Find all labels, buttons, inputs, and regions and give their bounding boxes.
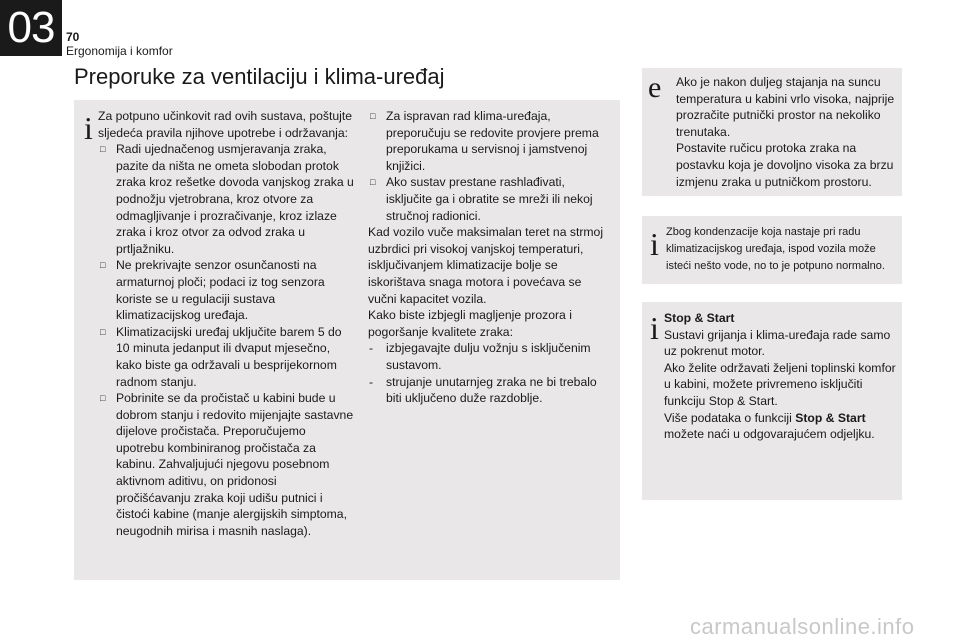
eco-tip-panel: [642, 68, 902, 196]
info-icon: i: [84, 110, 93, 146]
chapter-number-box: 03: [0, 0, 62, 56]
condensation-panel: [642, 216, 902, 284]
fogging-paragraph: Kako biste izbjegli magljenje prozora i pogoršanje kvalitete zraka:: [368, 308, 572, 339]
watermark: carmanualsonline.info: [690, 614, 915, 639]
stop-start-heading: Stop & Start: [664, 311, 735, 325]
eco-icon: e: [648, 71, 662, 104]
list-item: □ Klimatizacijski uređaj uključite barem 5 do 10 minuta jedanput ili dvaput mjesečno, kako biste ga održavali u besprijekornom radnom stanju.: [100, 324, 342, 389]
lock-bullet-icon: □: [100, 144, 106, 155]
list-item: □ Za ispravan rad klima-uređaja, preporučuju se redovite provjere prema preporukama u servisnoj i jamstvenoj knjižici.: [370, 109, 599, 173]
right-column: [368, 108, 608, 407]
chapter-title: Ergonomija i komfor: [66, 44, 173, 58]
list-item: □ Pobrinite se da pročistač u kabini bude u dobrom stanju i redovito mijenjajte sastavne dijelove pročistača. Preporučujemo upotrebu kombiniranog pročistača za kabinu. Zahvaljujući njegovu posebnom aktivnom aditivu, on pridonosi pročišćavanju zraka koji udišu putnici i čistoći kabine (manje alergijskih simptoma, neugodnih mirisa i masnih naslaga).: [100, 391, 354, 538]
list-item: - strujanje unutarnjeg zraka ne bi trebalo biti uključeno duže razdoblje.: [369, 374, 597, 406]
condensation-text: Zbog kondenzacije koja nastaje pri radu klimatizacijskog uređaja, ispod vozila može isteći nešto vode, no to je potpuno normalno.: [666, 226, 885, 272]
lock-bullet-icon: □: [370, 177, 376, 188]
lock-bullet-icon: □: [100, 260, 106, 271]
eco-text: Ako je nakon duljeg stajanja na suncu temperatura u kabini vrlo visoka, najprije prozračite putnički prostor na nekoliko trenutaka. Postavite ručicu protoka zraka na postavku koja je dovoljno visoka za brzu izmjenu zraka u putničkom prostoru.: [676, 75, 895, 189]
info-icon: i: [650, 310, 659, 346]
page-title: Preporuke za ventilaciju i klima-uređaj: [74, 64, 445, 89]
recommendations-panel: [74, 100, 620, 580]
towing-paragraph: Kad vozilo vuče maksimalan teret na strmoj uzbrdici pri visokoj vanjskoj temperaturi, isključivanjem klimatizacije bolje se iskorištava snaga motora i povećava se vučni kapacitet vozila.: [368, 225, 604, 306]
list-item: □ Ako sustav prestane rashlađivati, isključite ga i obratite se mreži ili nekoj stručnoj radionici.: [370, 175, 593, 223]
stop-start-panel: [642, 302, 902, 500]
list-item: □ Ne prekrivajte senzor osunčanosti na armaturnoj ploči; podaci iz tog senzora koriste se u regulaciji sustava klimatizacijskog uređaja.: [100, 258, 325, 323]
lock-bullet-icon: □: [100, 393, 106, 404]
stop-start-text: Stop & Start Sustavi grijanja i klima-uređaja rade samo uz pokrenut motor. Ako želite održavati željeni toplinski komfor u kabini, možete privremeno isključiti funkciju Stop & Start. Više podataka o funkciji Stop & Start možete naći u odgovarajućem odjeljku.: [664, 310, 898, 443]
list-item: - izbjegavajte dulju vožnju s isključenim sustavom.: [369, 341, 591, 372]
list-item: □ Radi ujednačenog usmjeravanja zraka, pazite da ništa ne ometa slobodan protok zraka kroz rešetke dovoda vanjskog zraka u podnožju vjetrobrana, kroz otvore za odmagljivanje i prozračivanje, kroz izlaze zraka i kroz otvor za odvod zraka u prtljažniku.: [100, 142, 354, 256]
left-column: [98, 108, 354, 539]
page-number: 70: [66, 30, 80, 44]
info-icon: i: [650, 226, 659, 262]
intro-text: Za potpuno učinkovit rad ovih sustava, poštujte sljedeća pravila njihove upotrebe i održavanja:: [98, 109, 353, 140]
lock-bullet-icon: □: [100, 326, 106, 337]
lock-bullet-icon: □: [370, 111, 376, 121]
